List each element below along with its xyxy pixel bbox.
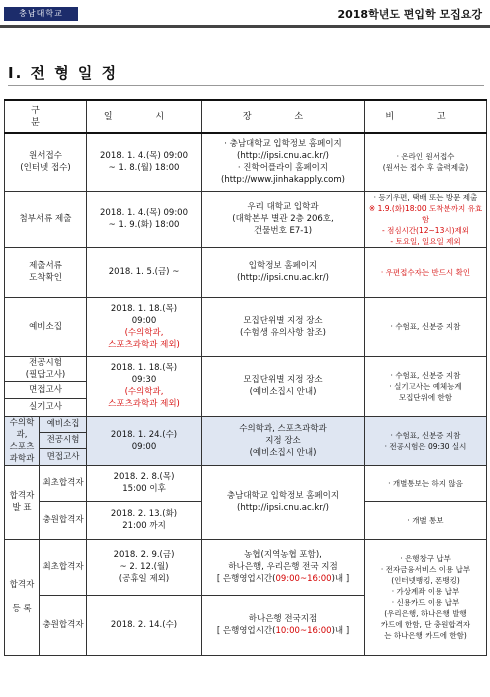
col-header-note: 비 고 [365, 100, 487, 133]
hours-suffix: )내 ] [331, 626, 350, 636]
cell-note: · 우편접수자는 반드시 확인 [365, 247, 487, 297]
cell-datetime: 2018. 1. 5.(금) ~ [87, 247, 202, 297]
hours-prefix: [ 은행영업시간( [216, 626, 276, 636]
cell-subcategory: 최초합격자 [40, 539, 87, 595]
section-title: Ⅰ. 전 형 일 정 [8, 64, 119, 82]
cell-note: · 개별통보는 하지 않음 [365, 465, 487, 501]
cell-category: 예비소집 [5, 297, 87, 356]
bank-hours [204, 573, 362, 585]
cell-note: · 수험표, 신분증 지참 · 전공시험은 09:30 실시 [365, 416, 487, 465]
schedule-table [4, 99, 487, 656]
cell-group: 수의학과, 스포츠 과학과 [5, 416, 40, 465]
cell-group: 합격자 발 표 [5, 465, 40, 539]
cell-subcategory: 면접고사 [40, 449, 87, 465]
table-row [5, 191, 487, 247]
cell-datetime: 2018. 1. 4.(목) 09:00 ~ 1. 9.(화) 18:00 [87, 191, 202, 247]
cell-place [202, 595, 365, 655]
cell-category: 제출서류 도착확인 [5, 247, 87, 297]
cell-category: 첨부서류 제출 [5, 191, 87, 247]
cell-datetime: 2018. 1. 4.(목) 09:00 ~ 1. 8.(월) 18:00 [87, 133, 202, 191]
cell-subcategory: 충원합격자 [40, 595, 87, 655]
cell-group: 합격자 등 록 [5, 539, 40, 655]
cell-place: 모집단위별 지정 장소 (수험생 유의사항 참조) [202, 297, 365, 356]
cell-note: · 은행창구 납부 · 전자금융서비스 이용 납부 (인터넷뱅킹, 폰뱅킹) · 가상계좌 이용 납부 · 신용카드 이용 납부 (우리은행, 하나은행 발행 카드에 한함, 단 충원합격자 는 하나은행 카드에 한함) [365, 539, 487, 655]
cell-datetime [87, 356, 202, 416]
cell-note: · 개별 통보 [365, 501, 487, 539]
col-header-datetime: 일 시 [87, 100, 202, 133]
cell-place [202, 539, 365, 595]
hours-prefix: [ 은행영업시간( [216, 574, 276, 584]
cell-datetime [87, 297, 202, 356]
cell-place: 수의학과, 스포츠과학과 지정 장소 (예비소집시 안내) [202, 416, 365, 465]
hours-range: 10:00~16:00 [275, 626, 332, 636]
hours-range: 09:00~16:00 [275, 574, 332, 584]
cell-note: · 온라인 원서접수 (원서는 접수 후 출력제출) [365, 133, 487, 191]
date-text: 2018. 1. 18.(목) 09:30 [110, 363, 178, 385]
cell-datetime: 2018. 2. 8.(목) 15:00 이후 [87, 465, 202, 501]
cell-place: 모집단위별 지정 장소 (예비소집시 안내) [202, 356, 365, 416]
table-row [5, 297, 487, 356]
cell-note: · 수험표, 신분증 지참 [365, 297, 487, 356]
bank-hours [204, 625, 362, 637]
cell-place: 우리 대학교 입학과 (대학본부 별관 2층 206호, 건물번호 E7-1) [202, 191, 365, 247]
date-exception: (수의학과, 스포츠과학과 제외) [108, 327, 180, 350]
document-title: 2018학년도 편입학 모집요강 [337, 8, 482, 21]
section-rule [8, 85, 484, 86]
col-header-place: 장 소 [202, 100, 365, 133]
cell-datetime: 2018. 1. 24.(수) 09:00 [87, 416, 202, 465]
cell-place: · 충남대학교 입학정보 홈페이지 (http://ipsi.cnu.ac.kr/) · 진학어플라이 홈페이지 (http://www.jinhakapply.com) [202, 133, 365, 191]
cell-place: 충남대학교 입학정보 홈페이지 (http://ipsi.cnu.ac.kr/) [202, 465, 365, 539]
cell-category: 원서접수 (인터넷 접수) [5, 133, 87, 191]
hours-suffix: )내 ] [331, 574, 350, 584]
cell-subcategory: 전공시험 [40, 432, 87, 448]
page-header [0, 0, 490, 28]
cell-category: 면접고사 [5, 381, 87, 398]
cell-place: 입학정보 홈페이지 (http://ipsi.cnu.ac.kr/) [202, 247, 365, 297]
note-line: · 등기우편, 택배 또는 방문 제출 [373, 192, 478, 202]
header-rule [0, 25, 490, 28]
cell-note: · 수험표, 신분증 지참 · 실기고사는 예체능계 모집단위에 한함 [365, 356, 487, 416]
table-row [5, 247, 487, 297]
cell-subcategory: 예비소집 [40, 416, 87, 432]
cell-datetime: 2018. 2. 9.(금) ~ 2. 12.(월) (공휴일 제외) [87, 539, 202, 595]
cell-datetime: 2018. 2. 14.(수) [87, 595, 202, 655]
date-exception: (수의학과, 스포츠과학과 제외) [108, 387, 180, 409]
cell-category: 실기고사 [5, 398, 87, 416]
cell-category: 전공시험 (필답고사) [5, 356, 87, 381]
table-row [5, 356, 487, 381]
cell-note [365, 191, 487, 247]
date-text: 2018. 1. 18.(목) 09:00 [110, 303, 178, 326]
bank-list: 농협(지역농협 포함), 하나은행, 우리은행 전국 지점 [228, 550, 338, 572]
cell-subcategory: 최초합격자 [40, 465, 87, 501]
table-row [5, 416, 487, 432]
table-row [5, 133, 487, 191]
cell-subcategory: 충원합격자 [40, 501, 87, 539]
table-header-row [5, 100, 487, 133]
university-logo: 충남대학교 [4, 7, 78, 21]
note-warning: ※ 1.9.(화)18:00 도착분까지 유효함 - 점심시간(12~13시)제외 - 토요일, 일요일 제외 [368, 203, 483, 246]
bank-list: 하나은행 전국지점 [248, 614, 318, 624]
table-row [5, 465, 487, 501]
table-row [5, 539, 487, 595]
cell-datetime: 2018. 2. 13.(화) 21:00 까지 [87, 501, 202, 539]
col-header-category: 구 분 [5, 100, 87, 133]
